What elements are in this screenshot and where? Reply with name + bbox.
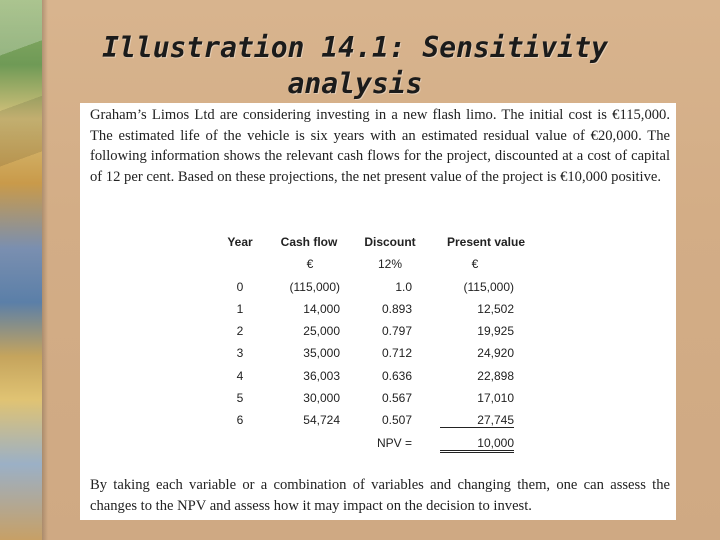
header-cash-flow: Cash flow	[280, 235, 338, 249]
slide-title: Illustration 14.1: Sensitivity analysis	[102, 31, 608, 100]
cash-flow-cell: 25,000	[303, 324, 340, 339]
header-discount: Discount	[364, 235, 416, 249]
discount-cell: 0.712	[381, 346, 412, 361]
discount-cell: 0.507	[381, 413, 412, 428]
present-value-cell: 19,925	[477, 324, 514, 339]
discount-cell: 0.567	[381, 391, 412, 406]
present-value-cell: 22,898	[477, 368, 514, 383]
present-value-cell: (115,000)	[463, 279, 514, 294]
banknote-decoration	[0, 0, 42, 540]
cash-flow-cell: 14,000	[303, 301, 340, 316]
discount-cell: 0.636	[381, 368, 412, 383]
intro-paragraph: Graham’s Limos Ltd are considering investing in a new flash limo. The initial cost is €115,000. The estimated life of the vehicle is six years with an estimated residual value of €20,000. The following information shows the relevant cash flows for the project, discounted at a cost of capital of 12 per cent. Based on these projections, the net present value of the project is €10,000 positive.	[90, 107, 670, 185]
discount-cell: 1.0	[395, 279, 412, 294]
unit-discount: 12%	[377, 257, 403, 272]
year-cell: 2	[236, 324, 244, 339]
year-cell: 4	[236, 368, 244, 383]
npv-value: 10,000	[440, 436, 514, 453]
unit-present-value: €	[471, 257, 479, 272]
cash-flow-cell: 36,003	[303, 368, 340, 383]
present-value-cell: 24,920	[477, 346, 514, 361]
content-panel	[80, 103, 676, 520]
discount-cell: 0.893	[381, 301, 412, 316]
present-value-cell: 12,502	[477, 301, 514, 316]
cash-flow-cell: 30,000	[303, 391, 340, 406]
year-cell: 5	[236, 391, 244, 406]
cash-flow-cell: (115,000)	[289, 279, 340, 294]
cash-flow-cell: 54,724	[303, 413, 340, 428]
present-value-cell: 27,745	[440, 413, 514, 428]
header-year: Year	[227, 235, 253, 249]
year-cell: 3	[236, 346, 244, 361]
discount-cell: 0.797	[381, 324, 412, 339]
year-cell: 0	[236, 279, 244, 294]
present-value-cell: 17,010	[477, 391, 514, 406]
npv-label: NPV =	[376, 435, 412, 450]
unit-cash-flow: €	[306, 257, 314, 272]
cash-flow-cell: 35,000	[303, 346, 340, 361]
year-cell: 6	[236, 413, 244, 428]
year-cell: 1	[236, 301, 244, 316]
conclusion-paragraph: By taking each variable or a combination of variables and changing them, one can assess the changes to the NPV and assess how it may impact on the decision to invest.	[90, 477, 670, 514]
header-present-value: Present value	[446, 235, 526, 249]
